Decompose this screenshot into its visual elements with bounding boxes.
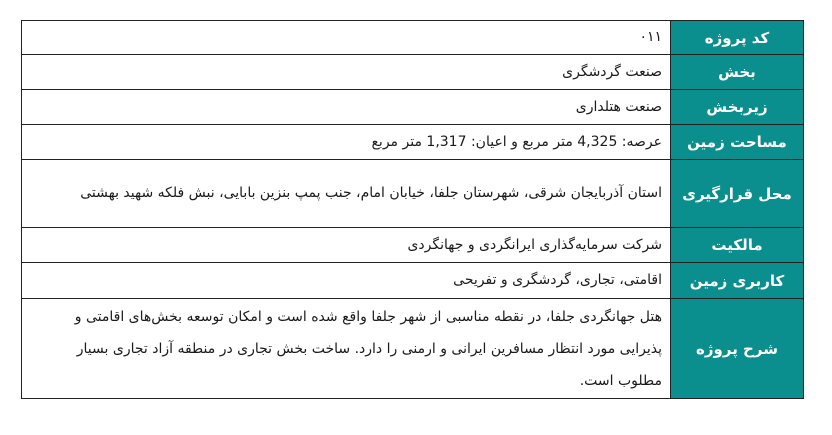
- land-area-label: مساحت زمین: [671, 125, 804, 160]
- row-ownership: [22, 228, 804, 263]
- project-info-table: [21, 20, 804, 399]
- row-project-description: [22, 299, 804, 399]
- project-description-label: شرح پروژه: [671, 299, 804, 399]
- land-area-value: عرصه: 4,325 متر مربع و اعیان: 1,317 متر مربع: [22, 125, 671, 160]
- sector-value: صنعت گردشگری: [22, 55, 671, 90]
- subsector-label: زیربخش: [671, 90, 804, 125]
- ownership-value: شرکت سرمایه‌گذاری ایرانگردی و جهانگردی: [22, 228, 671, 263]
- row-project-code: [22, 21, 804, 55]
- land-use-label: کاربری زمین: [671, 263, 804, 299]
- land-use-value: اقامتی، تجاری، گردشگری و تفریحی: [22, 263, 671, 299]
- row-land-area: [22, 125, 804, 160]
- ownership-label: مالکیت: [671, 228, 804, 263]
- subsector-value: صنعت هتلداری: [22, 90, 671, 125]
- row-location: [22, 160, 804, 228]
- location-label: محل قرارگیری: [671, 160, 804, 228]
- location-value: استان آذربایجان شرقی، شهرستان جلفا، خیابان امام، جنب پمپ بنزین بابایی، نبش فلکه شهید بهشتی: [22, 160, 671, 228]
- row-subsector: [22, 90, 804, 125]
- project-code-label: کد پروژه: [671, 21, 804, 55]
- row-land-use: [22, 263, 804, 299]
- sector-label: بخش: [671, 55, 804, 90]
- project-code-value: ۰۱۱: [22, 21, 671, 55]
- project-info-sheet: [21, 20, 804, 399]
- project-description-value: هتل جهانگردی جلفا، در نقطه مناسبی از شهر جلفا واقع شده است و امکان توسعه بخش‌های اقامتی و پذیرایی مورد انتظار مسافرین ایرانی و ارمنی را دارد. ساخت بخش تجاری در منطقه آزاد تجاری بسیار مطلوب است.: [22, 299, 671, 399]
- row-sector: [22, 55, 804, 90]
